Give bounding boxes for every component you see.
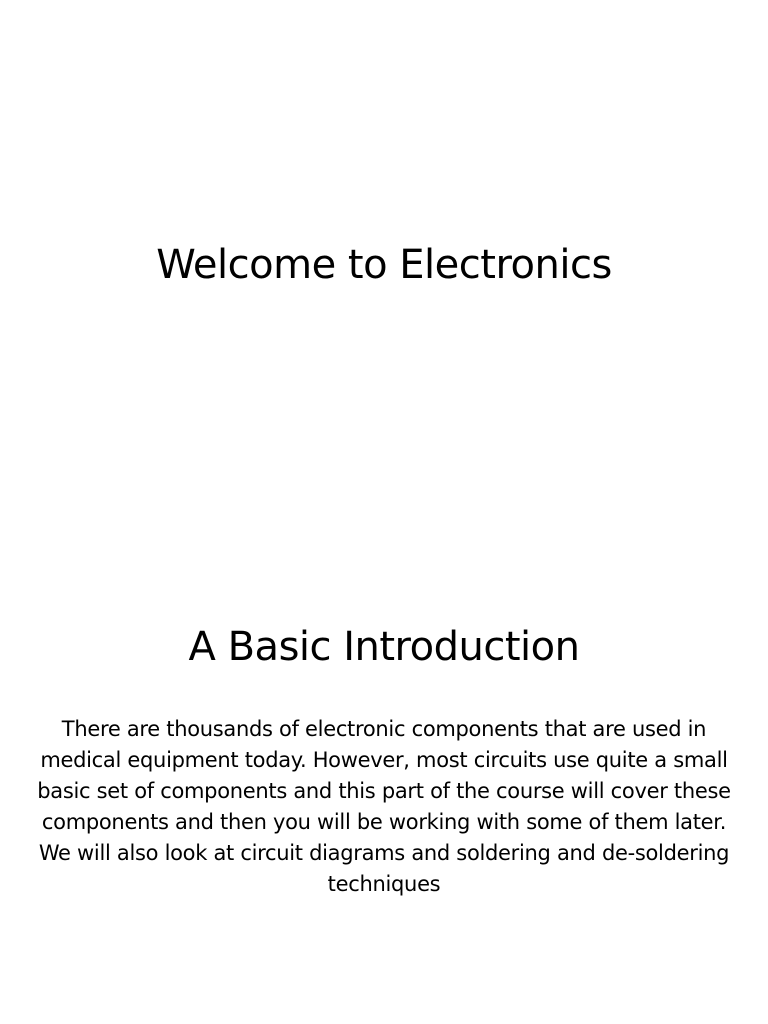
section-heading: A Basic Introduction xyxy=(188,624,580,670)
body-line: There are thousands of electronic components that are used in xyxy=(61,717,707,741)
body-line: basic set of components and this part of the course will cover these xyxy=(37,779,731,803)
body-paragraph xyxy=(30,714,738,900)
body-line: components and then you will be working with some of them later. xyxy=(41,810,727,834)
body-line: We will also look at circuit diagrams and soldering and de-soldering xyxy=(38,841,730,865)
body-line: medical equipment today. However, most circuits use quite a small xyxy=(40,748,728,772)
page-title: Welcome to Electronics xyxy=(156,242,612,288)
body-line: techniques xyxy=(327,872,441,896)
